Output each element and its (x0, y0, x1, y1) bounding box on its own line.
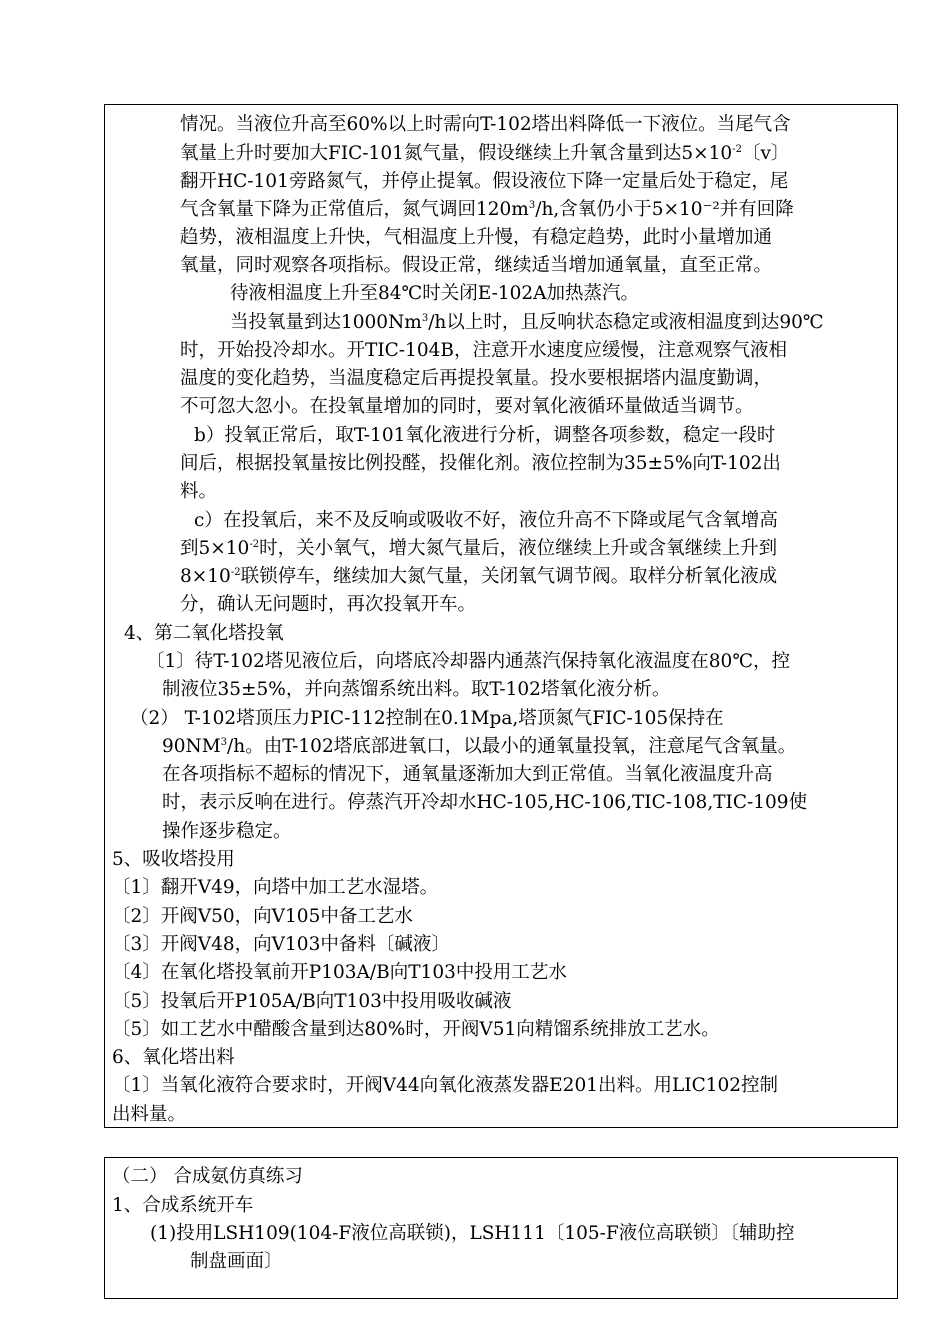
text-line: 出料量。 (112, 1104, 187, 1125)
superscript: -2 (249, 539, 260, 550)
superscript: -2 (230, 567, 241, 578)
text-line: 〔4〕在氧化塔投氧前开P103A/B向T103中投用工艺水 (112, 962, 567, 983)
superscript: 3 (528, 200, 536, 211)
text-line: (1)投用LSH109(104-F液位高联锁)，LSH111〔105-F液位高联锁〕〔辅助控 (150, 1223, 795, 1244)
text-line: 当投氧量到达1000Nm$^3$/h以上时，且反响状态稳定或液相温度到达90℃ (230, 312, 824, 333)
text-line: 氧量，同时观察各项指标。假设正常，继续适当增加通氧量，直至正常。 (180, 255, 773, 276)
text-line: 情况。当液位升高至60%以上时需向T-102塔出料降低一下液位。当尾气含 (180, 114, 791, 135)
text-line: 在各项指标不超标的情况下，通氧量逐渐加大到正常值。当氧化液温度升高 (162, 764, 773, 785)
text-line: 料。 (180, 481, 218, 502)
text-line: 到$5\times 10^{-2}$时，关小氧气，增大氮气量后，液位继续上升或含氧继续上升到 (180, 538, 778, 559)
text-line: 〔1〕待T-102塔见液位后，向塔底冷却器内通蒸汽保持氧化液温度在80℃，控 (146, 651, 791, 672)
text-line: 氧量上升时要加大FIC-101氮气量，假设继续上升氧含量到达$5\times 10^{-2}$〔v〕 (180, 143, 790, 164)
text-line: 〔5〕如工艺水中醋酸含量到达80%时，开阀V51向精馏系统排放工艺水。 (112, 1019, 720, 1040)
text-line: $8\times 10^{-2}$联锁停车，继续加大氮气量，关闭氧气调节阀。取样分析氧化液成 (180, 566, 778, 587)
superscript: 3 (220, 737, 228, 748)
superscript: -2 (732, 144, 742, 155)
text-line: 间后，根据投氧量按比例投醛，投催化剂。液位控制为35±5%向T-102出 (180, 453, 781, 474)
text-line: 〔2〕开阀V50，向V105中备工艺水 (112, 906, 413, 927)
text-line: 操作逐步稳定。 (162, 821, 292, 842)
text-line: 时，表示反响在进行。停蒸汽开冷却水HC-105,HC-106,TIC-108,TIC-109使 (162, 792, 808, 813)
text-line: 分，确认无问题时，再次投氧开车。 (180, 594, 477, 615)
text-line: 不可忽大忽小。在投氧量增加的同时，要对氧化液循环量做适当调节。 (180, 396, 754, 417)
text-line: 〔3〕开阀V48，向V103中备料〔碱液〕 (112, 934, 450, 955)
text-line: $90NM^3/h$。由T-102塔底部进氧口，以最小的通氧量投氧，注意尾气含氧量。 (162, 736, 797, 757)
text-line: 待液相温度上升至84℃时关闭E-102A加热蒸汽。 (230, 283, 640, 304)
text-line: 制盘画面〕 (190, 1251, 283, 1272)
text-line: b）投氧正常后，取T-101氧化液进行分析，调整各项参数，稳定一段时 (194, 425, 776, 446)
text-line: 〔1〕当氧化液符合要求时，开阀V44向氧化液蒸发器E201出料。用LIC102控制 (112, 1075, 779, 1096)
text-line: （2） T-102塔顶压力PIC-112控制在0.1Mpa,塔顶氮气FIC-105保持在 (130, 708, 724, 729)
text-line: 温度的变化趋势，当温度稳定后再提投氧量。投水要根据塔内温度勤调， (180, 368, 773, 389)
text-line: 4、第二氧化塔投氧 (124, 623, 284, 644)
text-line: 1、合成系统开车 (112, 1195, 254, 1216)
text-line: c）在投氧后，来不及反响或吸收不好，液位升高不下降或尾气含氧增高 (194, 510, 778, 531)
superscript: 3 (421, 313, 429, 324)
text-line: 〔5〕投氧后开P105A/B向T103中投用吸收碱液 (112, 991, 512, 1012)
text-line: 气含氧量下降为正常值后，氮气调回$120m^3/h$,含氧仍小于5×10⁻²并有回降 (180, 199, 794, 220)
text-line: 趋势，液相温度上升快，气相温度上升慢，有稳定趋势，此时小量增加通 (180, 227, 773, 248)
text-line: 6、氧化塔出料 (112, 1047, 235, 1068)
text-line: 翻开HC-101旁路氮气，并停止提氧。假设液位下降一定量后处于稳定，尾 (180, 171, 789, 192)
text-line: 〔1〕翻开V49，向塔中加工艺水湿塔。 (112, 877, 439, 898)
text-line: 时，开始投冷却水。开TIC-104B，注意开水速度应缓慢，注意观察气液相 (180, 340, 787, 361)
text-line: （二） 合成氨仿真练习 (112, 1166, 303, 1187)
text-line: 制液位35±5%，并向蒸馏系统出料。取T-102塔氧化液分析。 (162, 679, 671, 700)
text-line: 5、吸收塔投用 (112, 849, 235, 870)
